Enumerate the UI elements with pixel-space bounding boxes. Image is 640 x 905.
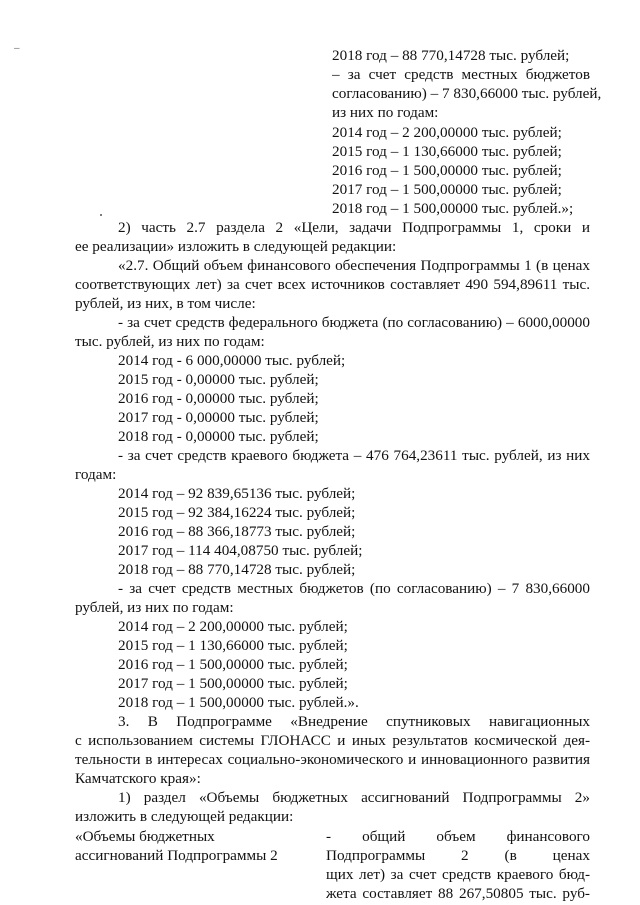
local-year-line: 2018 год – 1 500,00000 тыс. рублей.». xyxy=(118,694,359,711)
local-budget-text: - за счет средств местных бюджетов (по согласованию) – 7 830,66000 xyxy=(118,580,590,597)
federal-year-line: 2017 год - 0,00000 тыс. рублей; xyxy=(118,409,319,426)
paragraph-2-7: «2.7. Общий объем финансового обеспечения Подпрограммы 1 (в ценах xyxy=(118,257,590,274)
top-block-line: 2014 год – 2 200,00000 тыс. рублей; xyxy=(332,124,562,141)
table-right-cell-line: жета составляет 88 267,50805 тыс. руб- xyxy=(326,885,590,902)
section-3-text: 3. В Подпрограмме «Внедрение спутниковых навигационных xyxy=(118,713,590,730)
item-2-text: 2) часть 2.7 раздела 2 «Цели, задачи Подпрограммы 1, сроки и xyxy=(118,219,590,236)
table-right-cell-line: Подпрограммы 2 (в ценах xyxy=(326,847,590,864)
regional-year-line: 2014 год – 92 839,65136 тыс. рублей; xyxy=(118,485,356,502)
table-right-cell-line: щих лет) за счет средств краевого бюд- xyxy=(326,866,590,883)
federal-budget-text: - за счет средств федерального бюджета (по согласованию) – 6000,00000 xyxy=(118,314,590,331)
regional-year-line: 2017 год – 114 404,08750 тыс. рублей; xyxy=(118,542,363,559)
margin-mark: – xyxy=(14,43,20,54)
section-3-text: с использованием системы ГЛОНАСС и иных результатов космической дея- xyxy=(75,732,590,749)
section-3-text: тельности в интересах социально-экономического и инновационного развития xyxy=(75,751,590,768)
table-left-cell-line: ассигнований Подпрограммы 2 xyxy=(75,847,278,864)
top-block-line: 2018 год – 88 770,14728 тыс. рублей; xyxy=(332,47,570,64)
item-1-text: 1) раздел «Объемы бюджетных ассигнований Подпрограммы 2» xyxy=(118,789,590,806)
federal-year-line: 2018 год - 0,00000 тыс. рублей; xyxy=(118,428,319,445)
scan-speck xyxy=(100,214,102,216)
paragraph-2-7: соответствующих лет) за счет всех источников составляет 490 594,89611 тыс. xyxy=(75,276,590,293)
item-1-text: изложить в следующей редакции: xyxy=(75,808,294,825)
regional-year-line: 2018 год – 88 770,14728 тыс. рублей; xyxy=(118,561,356,578)
item-2-text: ее реализации» изложить в следующей редакции: xyxy=(75,238,397,255)
regional-year-line: 2016 год – 88 366,18773 тыс. рублей; xyxy=(118,523,356,540)
section-3-text: Камчатского края»: xyxy=(75,770,201,787)
top-block-line: из них по годам: xyxy=(332,104,439,121)
paragraph-2-7: рублей, из них, в том числе: xyxy=(75,295,256,312)
top-block-line: 2018 год – 1 500,00000 тыс. рублей.»; xyxy=(332,200,574,217)
top-block-line: 2017 год – 1 500,00000 тыс. рублей; xyxy=(332,181,562,198)
table-right-cell-line: - общий объем финансового xyxy=(326,828,590,845)
federal-year-line: 2014 год - 6 000,00000 тыс. рублей; xyxy=(118,352,346,369)
top-block-line: 2016 год – 1 500,00000 тыс. рублей; xyxy=(332,162,562,179)
table-left-cell-line: «Объемы бюджетных xyxy=(75,828,215,845)
regional-budget-text: - за счет средств краевого бюджета – 476 764,23611 тыс. рублей, из них xyxy=(118,447,590,464)
federal-year-line: 2016 год - 0,00000 тыс. рублей; xyxy=(118,390,319,407)
federal-budget-text: тыс. рублей, из них по годам: xyxy=(75,333,265,350)
top-block-line: согласованию) – 7 830,66000 тыс. рублей, xyxy=(332,85,602,102)
local-year-line: 2016 год – 1 500,00000 тыс. рублей; xyxy=(118,656,348,673)
regional-year-line: 2015 год – 92 384,16224 тыс. рублей; xyxy=(118,504,356,521)
top-block-line: – за счет средств местных бюджетов xyxy=(332,66,590,83)
top-block-line: 2015 год – 1 130,66000 тыс. рублей; xyxy=(332,143,562,160)
regional-budget-text: годам: xyxy=(75,466,117,483)
local-year-line: 2017 год – 1 500,00000 тыс. рублей; xyxy=(118,675,348,692)
local-year-line: 2015 год – 1 130,66000 тыс. рублей; xyxy=(118,637,348,654)
local-budget-text: рублей, из них по годам: xyxy=(75,599,234,616)
local-year-line: 2014 год – 2 200,00000 тыс. рублей; xyxy=(118,618,348,635)
federal-year-line: 2015 год - 0,00000 тыс. рублей; xyxy=(118,371,319,388)
